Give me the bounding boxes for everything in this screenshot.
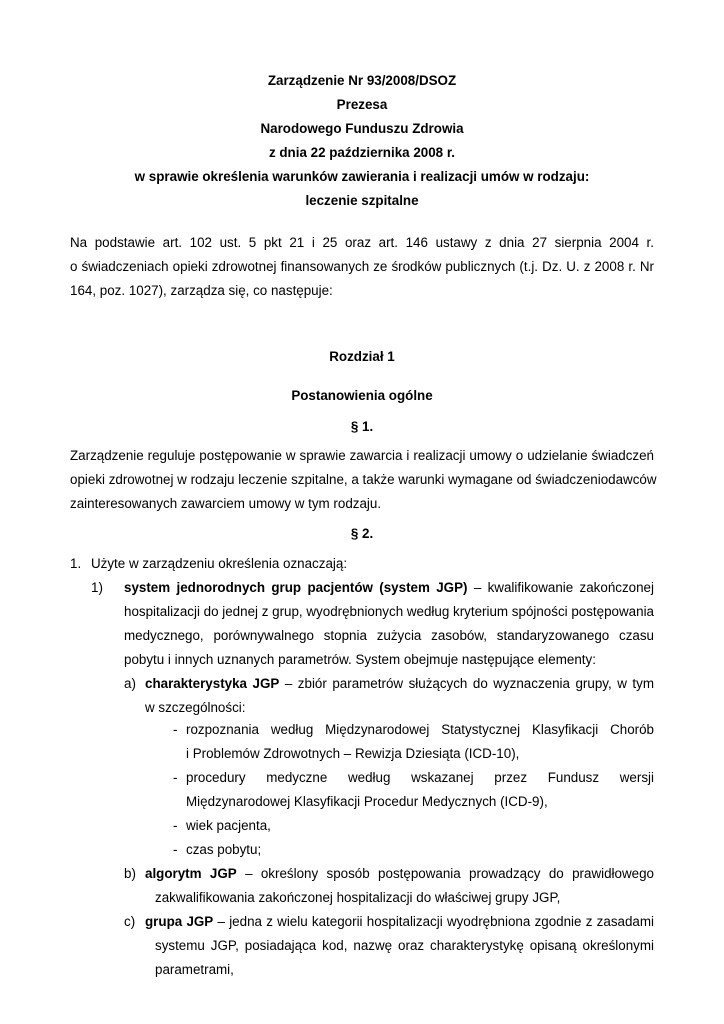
order-number: Zarządzenie Nr 93/2008/DSOZ: [267, 73, 457, 88]
dash-2-line-1: procedury medyczne według wskazanej przez Fundusz wersji: [186, 770, 654, 785]
order-date: z dnia 22 października 2008 r.: [268, 145, 456, 160]
dash-2-line-2: Międzynarodowej Klasyfikacji Procedur Medycznych (ICD-9),: [186, 794, 548, 809]
letter-c-line-3: parametrami,: [155, 962, 234, 977]
dash-1-line-2: i Problemów Zdrowotnych – Rewizja Dziesiąta (ICD-10),: [186, 746, 520, 761]
item-1-text: Użyte w zarządzeniu określenia oznaczają:: [91, 556, 348, 571]
dash-3-text: wiek pacjenta,: [186, 818, 271, 833]
point-1-line-1: [124, 580, 654, 595]
letter-c-term: grupa JGP: [145, 914, 214, 929]
letter-c-line-1-rest: – jedna z wielu kategorii hospitalizacji wyodrębniona zgodnie z zasadami: [217, 914, 654, 929]
point-1-line-4: pobytu i innych uznanych parametrów. System obejmuje następujące elementy:: [124, 652, 596, 667]
dash-4: -: [173, 842, 178, 857]
dash-4-text: czas pobytu;: [186, 842, 262, 857]
dash-1-line-1: rozpoznania według Międzynarodowej Statystycznej Klasyfikacji Chorób: [186, 722, 654, 737]
point-1-line-2: hospitalizacji do jednej z grup, wyodrębnionych według kryterium spójności postępowania: [124, 604, 654, 619]
letter-c: c): [124, 914, 136, 929]
chapter-subtitle: Postanowienia ogólne: [291, 388, 433, 403]
letter-a-term: charakterystyka JGP: [145, 676, 280, 691]
preamble-line-2: o świadczeniach opieki zdrowotnej finansowanych ze środków publicznych (t.j. Dz. U. z 2008 r. Nr: [70, 259, 654, 274]
dash-1: -: [173, 722, 178, 737]
issuer-title: Prezesa: [336, 97, 388, 112]
order-subject-type: leczenie szpitalne: [305, 193, 419, 208]
chapter-title: Rozdział 1: [329, 349, 395, 364]
letter-a-line-2: w szczególności:: [145, 700, 246, 715]
dash-2: -: [173, 770, 178, 785]
letter-c-line-1: [145, 914, 654, 929]
order-subject: w sprawie określenia warunków zawierania i realizacji umów w rodzaju:: [134, 169, 590, 184]
letter-b-line-1: [145, 866, 654, 881]
letter-b-term: algorytm JGP: [145, 866, 237, 881]
paragraph-2-sign: § 2.: [350, 526, 374, 541]
letter-a-line-1: [145, 676, 654, 691]
letter-a-line-1-rest: – zbiór parametrów służących do wyznaczenia grupy, w tym: [284, 676, 654, 691]
letter-b: b): [124, 866, 136, 881]
item-1-number: 1.: [70, 556, 82, 571]
letter-c-line-2: systemu JGP, posiadająca kod, nazwę oraz charakterystykę opisaną określonymi: [155, 938, 654, 953]
point-1-term: system jednorodnych grup pacjentów (system JGP): [124, 580, 468, 595]
point-1-line-3: medycznego, porównywalnego stopnia zużycia zasobów, standaryzowanego czasu: [124, 628, 654, 643]
point-1-line-1-rest: – kwalifikowanie zakończonej: [473, 580, 654, 595]
par1-line-3: zainteresowanych zawarciem umowy w tym rodzaju.: [70, 496, 382, 511]
par1-line-2: opieki zdrowotnej w rodzaju leczenie szpitalne, a także warunki wymagane od świadczeniodawców: [70, 472, 657, 487]
issuer-institution: Narodowego Funduszu Zdrowia: [260, 121, 464, 136]
par1-line-1: Zarządzenie reguluje postępowanie w sprawie zawarcia i realizacji umowy o udzielanie świadczeń: [70, 448, 654, 463]
dash-3: -: [173, 818, 178, 833]
point-1-number: 1): [91, 580, 103, 595]
letter-b-line-1-rest: – określony sposób postępowania prowadzący do prawidłowego: [245, 866, 654, 881]
paragraph-1-sign: § 1.: [350, 419, 374, 434]
preamble-line-1: Na podstawie art. 102 ust. 5 pkt 21 i 25 oraz art. 146 ustawy z dnia 27 sierpnia 2004 r.: [70, 235, 654, 250]
preamble-line-3: 164, poz. 1027), zarządza się, co następuje:: [70, 283, 333, 298]
letter-b-line-2: zakwalifikowania zakończonej hospitalizacji do właściwej grupy JGP,: [155, 890, 561, 905]
letter-a: a): [124, 676, 136, 691]
